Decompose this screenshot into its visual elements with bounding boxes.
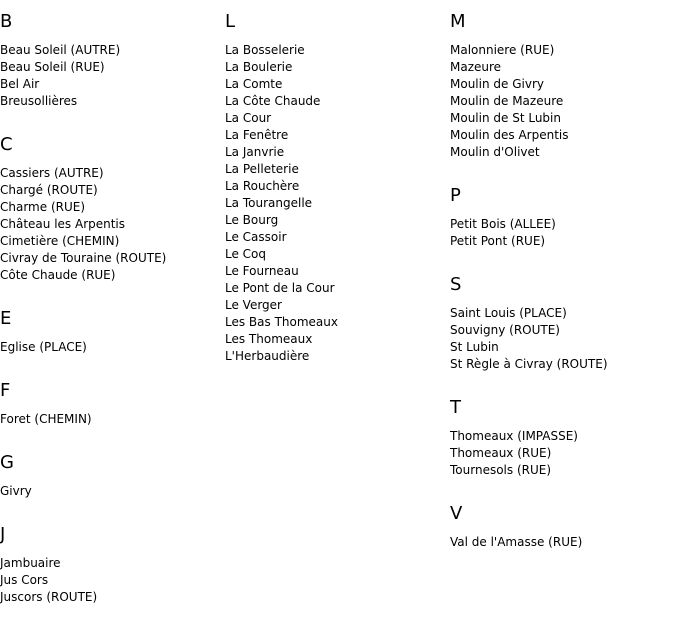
street-list <box>450 428 675 479</box>
letter-heading: V <box>450 503 463 524</box>
street-link[interactable]: St Lubin <box>450 340 499 354</box>
street-list <box>0 42 225 110</box>
street-link[interactable]: La Pelleterie <box>225 162 299 176</box>
street-list <box>450 42 675 161</box>
street-link[interactable]: Petit Bois (ALLEE) <box>450 217 556 231</box>
street-link[interactable]: La Cour <box>225 111 272 125</box>
letter-group <box>450 397 675 479</box>
street-link[interactable]: Le Verger <box>225 298 282 312</box>
street-link[interactable]: Tournesols (RUE) <box>450 463 552 477</box>
letter-heading: G <box>0 452 14 473</box>
street-link[interactable]: Civray de Touraine (ROUTE) <box>0 251 167 265</box>
letter-heading: T <box>450 397 461 418</box>
street-link[interactable]: Val de l'Amasse (RUE) <box>450 535 583 549</box>
street-link[interactable]: Les Bas Thomeaux <box>225 315 338 329</box>
street-link[interactable]: Juscors (ROUTE) <box>0 590 98 604</box>
street-link[interactable]: Beau Soleil (RUE) <box>0 60 105 74</box>
letter-group <box>225 11 450 365</box>
street-link[interactable]: La Bosselerie <box>225 43 305 57</box>
street-link[interactable]: La Boulerie <box>225 60 293 74</box>
street-link[interactable]: Malonniere (RUE) <box>450 43 555 57</box>
street-list <box>0 483 225 500</box>
street-link[interactable]: Breusollières <box>0 94 78 108</box>
street-link[interactable]: Le Fourneau <box>225 264 299 278</box>
letter-heading: M <box>450 11 466 32</box>
street-link[interactable]: Le Pont de la Cour <box>225 281 335 295</box>
letter-group <box>450 185 675 250</box>
street-link[interactable]: Jambuaire <box>0 556 61 570</box>
street-link[interactable]: La Comte <box>225 77 283 91</box>
street-link[interactable]: Souvigny (ROUTE) <box>450 323 560 337</box>
letter-group <box>0 524 225 606</box>
street-link[interactable]: Cassiers (AUTRE) <box>0 166 104 180</box>
index-column-2 <box>225 11 450 389</box>
letter-group <box>0 11 225 110</box>
street-link[interactable]: Thomeaux (IMPASSE) <box>450 429 578 443</box>
street-link[interactable]: Thomeaux (RUE) <box>450 446 552 460</box>
letter-group <box>0 134 225 284</box>
letter-heading: S <box>450 274 462 295</box>
letter-group <box>450 274 675 373</box>
letter-heading: E <box>0 308 12 329</box>
street-link[interactable]: La Côte Chaude <box>225 94 321 108</box>
street-link[interactable]: Moulin de Mazeure <box>450 94 564 108</box>
street-link[interactable]: La Tourangelle <box>225 196 313 210</box>
street-list <box>450 305 675 373</box>
letter-heading: B <box>0 11 13 32</box>
street-list <box>0 339 225 356</box>
street-list <box>450 216 675 250</box>
street-link[interactable]: Les Thomeaux <box>225 332 313 346</box>
street-link[interactable]: St Règle à Civray (ROUTE) <box>450 357 608 371</box>
street-link[interactable]: Foret (CHEMIN) <box>0 412 92 426</box>
street-list <box>0 411 225 428</box>
street-link[interactable]: Saint Louis (PLACE) <box>450 306 567 320</box>
street-link[interactable]: Petit Pont (RUE) <box>450 234 546 248</box>
street-link[interactable]: Givry <box>0 484 32 498</box>
street-link[interactable]: Chargé (ROUTE) <box>0 183 98 197</box>
street-link[interactable]: Mazeure <box>450 60 502 74</box>
street-link[interactable]: Côte Chaude (RUE) <box>0 268 116 282</box>
street-list <box>0 555 225 606</box>
street-link[interactable]: Charme (RUE) <box>0 200 86 214</box>
letter-heading: P <box>450 185 461 206</box>
street-link[interactable]: Le Coq <box>225 247 267 261</box>
letter-group <box>0 308 225 356</box>
street-link[interactable]: Bel Air <box>0 77 40 91</box>
street-link[interactable]: La Janvrie <box>225 145 285 159</box>
index-column-3 <box>450 11 675 575</box>
letter-heading: J <box>0 524 6 545</box>
street-list <box>450 534 675 551</box>
street-link[interactable]: Le Bourg <box>225 213 279 227</box>
letter-group <box>0 452 225 500</box>
street-list <box>225 42 450 365</box>
index-column-1 <box>0 11 225 630</box>
street-link[interactable]: Moulin d'Olivet <box>450 145 540 159</box>
street-link[interactable]: La Fenêtre <box>225 128 289 142</box>
street-list <box>0 165 225 284</box>
street-link[interactable]: Eglise (PLACE) <box>0 340 87 354</box>
street-link[interactable]: Moulin des Arpentis <box>450 128 569 142</box>
street-link[interactable]: La Rouchère <box>225 179 300 193</box>
street-link[interactable]: L'Herbaudière <box>225 349 310 363</box>
letter-heading: F <box>0 380 11 401</box>
street-link[interactable]: Château les Arpentis <box>0 217 126 231</box>
street-link[interactable]: Le Cassoir <box>225 230 287 244</box>
street-link[interactable]: Jus Cors <box>0 573 49 587</box>
letter-group <box>450 11 675 161</box>
street-link[interactable]: Moulin de Givry <box>450 77 544 91</box>
street-link[interactable]: Cimetière (CHEMIN) <box>0 234 120 248</box>
letter-heading: C <box>0 134 13 155</box>
letter-heading: L <box>225 11 236 32</box>
letter-group <box>450 503 675 551</box>
street-link[interactable]: Beau Soleil (AUTRE) <box>0 43 121 57</box>
street-link[interactable]: Moulin de St Lubin <box>450 111 561 125</box>
letter-group <box>0 380 225 428</box>
